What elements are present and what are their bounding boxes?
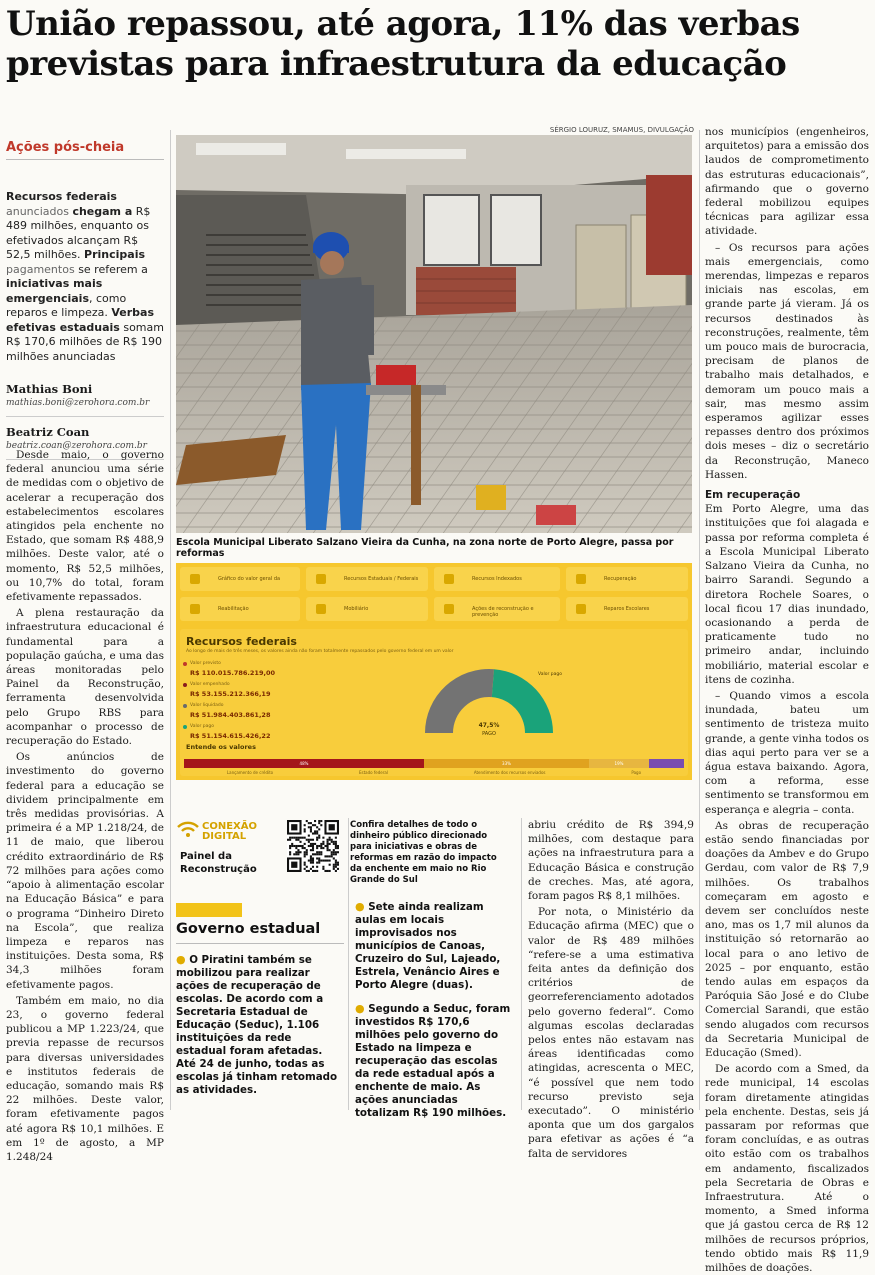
bullet-item: ● Segundo a Seduc, foram investidos R$ 170,6 milhões pelo governo do Estado na limpeza e recuperação das escolas da rede estadual após a enchente de maio. As ações anunciadas totalizam R$ 190 milhões. — [355, 1002, 511, 1119]
school-renovation-photo — [176, 135, 692, 533]
reconstruction-panel-screenshot — [176, 563, 692, 780]
card-title: Recursos federais — [186, 635, 297, 648]
section-kicker: Ações pós-cheia — [6, 134, 164, 160]
column-divider — [699, 130, 700, 1110]
tile-icon — [576, 604, 586, 614]
panel-tile[interactable]: Gráfico do valor geral da — [180, 567, 300, 591]
author-email[interactable]: mathias.boni@zerohora.com.br — [6, 398, 164, 417]
author-email[interactable]: beatriz.coan@zerohora.com.br — [6, 441, 164, 460]
tile-icon — [316, 604, 326, 614]
summary-text: Recursos federais anunciados chegam a R$ 489 milhões, enquanto os efetivados alcançam R$ 52,5 milhões. Principais pagamentos se referem a iniciativas mais emergenciais, como reparos e limpeza. Verbas efetivas estaduais somam R$ 170,6 milhões de R$ 190 milhões anunciadas — [6, 190, 164, 363]
paragraph: – Os recursos para ações mais emergenciais, como merendas, limpezas e reparos iniciais nas escolas, em grande parte já vieram. Já os recursos destinados às reconstruções, realmente, têm um pouco mais de burocracia, precisam de planos de trabalho mais detalhados, e demoram um pouco mais a sair, mas mesmo assim esperamos agilizar esses repasses dentro dos próximos dois meses – diz o secretário da Reconstrução, Maneco Hassen. — [705, 241, 869, 481]
tile-icon — [190, 604, 200, 614]
state-bullets-left — [176, 953, 344, 1110]
brand-label: CONEXÃO DIGITAL — [202, 821, 257, 842]
paragraph: nos municípios (engenheiros, arquitetos) para a emissão dos laudos de comprometimento das estruturas educacionais”, afirmando que o governo federal mobilizou equipes técnicas para agilizar essa atividade. — [705, 126, 869, 238]
tile-icon — [576, 574, 586, 584]
panel-title: Painel da Reconstrução — [180, 851, 257, 875]
article-column-1 — [6, 448, 165, 1163]
bar-segment: 48% — [184, 759, 424, 768]
paragraph: Os anúncios de investimento do governo federal para a educação se dividem principalmente em três medidas provisórias. A primeira é a MP 1.218/24, de 11 de maio, que liberou crédito extraordinário de R$ 72 milhões para ações como “apoio à alimentação escolar na Educação Básica” e para o programa “Dinheiro Direto na Escola”, que realiza limpeza e reparos nas instituições. Desta soma, R$ 34,3 milhões foram efetivamente pagos. — [6, 751, 164, 991]
column-divider — [170, 130, 171, 1110]
value-label: Valor liquidado — [190, 703, 224, 708]
qr-code-icon[interactable] — [287, 820, 339, 872]
tile-icon — [444, 574, 454, 584]
legend-dot — [183, 704, 187, 708]
paragraph: Em Porto Alegre, uma das instituições que foi alagada e passa por reforma completa é a Escola Municipal Liberato Salzano Vieira da Cunha, no bairro Sarandi. Segundo a diretora Rochele Soares, o local ficou 17 dias inundado, ocasionando a perda de praticamente tudo no primeiro andar, incluindo mobiliário, material escolar e itens de cozinha. — [705, 503, 869, 686]
payment-gauge — [414, 661, 564, 743]
tile-icon — [444, 604, 454, 614]
legend-item: Estado federal — [358, 770, 388, 775]
panel-tile[interactable]: Recursos Estaduais / Federais — [306, 567, 428, 591]
bullet-icon: ● — [355, 900, 365, 913]
legend-item: Lançamento de crédito — [226, 770, 274, 775]
bar-segment: 33% — [424, 759, 589, 768]
gauge-label: Valor pago — [538, 672, 562, 677]
value-label: Valor pago — [190, 724, 214, 729]
section-label: Entende os valores — [186, 743, 256, 751]
state-bullets-mid — [355, 900, 515, 1119]
card-subtitle: Ao longo de mais de três meses, os valores ainda não foram totalmente repassados pelo governo federal em um valor — [186, 649, 454, 654]
panel-tile[interactable]: Recursos Indexados — [434, 567, 560, 591]
paragraph: De acordo com a Smed, da rede municipal, 14 escolas foram diretamente atingidas pela enchente. Destas, seis já passaram por reformas que foram concluídas, e as outras oito estão com os trabalhos em andamento, fiscalizados pela Secretaria de Obras e Infraestrutura. Até o momento, a Smed informa que já gastou cerca de R$ 12 milhões de recursos próprios, tendo obtido mais R$ 11,9 milhões de doações. — [705, 1063, 869, 1275]
gauge-fill — [492, 669, 553, 733]
tile-icon — [190, 574, 200, 584]
federal-resources-card — [180, 629, 688, 776]
legend-dot — [183, 725, 187, 729]
panel-tile[interactable]: Reparos Escolares — [566, 597, 688, 621]
gauge-percent: 47,5% — [478, 722, 500, 729]
conexao-digital — [176, 818, 286, 878]
sidebar-summary — [6, 134, 164, 460]
bullet-item: ● O Piratini também se mobilizou para realizar ações de recuperação de escolas. De acordo com a Secretaria Estadual de Educação (Seduc), 1.106 instituições da rede estadual foram afetadas. Até 24 de junho, todas as escolas já tinham retomado as atividades. — [176, 953, 338, 1096]
value-label: Valor previsto — [190, 661, 221, 666]
value-amount: R$ 53.155.212.366,19 — [190, 690, 271, 698]
bullet-icon: ● — [355, 1002, 365, 1015]
column-divider — [348, 818, 349, 1110]
subhead: Em recuperação — [705, 489, 801, 502]
photo-credit: SÉRGIO LOURUZ, SMAMUS, DIVULGAÇÃO — [549, 126, 694, 134]
panel-tile[interactable]: Reabilitação — [180, 597, 300, 621]
stacked-bar — [184, 759, 684, 768]
paragraph: A plena restauração da infraestrutura educacional é fundamental para a população gaúcha, e uma das áreas monitoradas pelo Painel da Reconstrução, ferramenta desenvolvida pelo Grupo RBS para acompanhar o processo de recuperação do Estado. — [6, 607, 164, 748]
photo-caption: Escola Municipal Liberato Salzano Vieira da Cunha, na zona norte de Porto Alegre, passa por reformas — [176, 537, 674, 559]
article-column-right — [705, 125, 869, 1275]
qr-description: Confira detalhes de todo o dinheiro público direcionado para iniciativas e obras de reformas em razão do impacto da enchente em maio no Rio Grande do Sul — [350, 820, 497, 885]
bar-segment — [649, 759, 684, 768]
article-column-3 — [528, 818, 694, 1160]
paragraph: Também em maio, no dia 23, o governo federal publicou a MP 1.223/24, que previa repasse de recursos para diversas universidades e institutos federais de educação, somando mais R$ 22 milhões. Deste valor, foram efetivamente pagos até agora R$ 10,1 milhões. E em 1º de agosto, a MP 1.248/24 — [6, 994, 164, 1163]
bar-legend — [184, 770, 684, 775]
section-heading: Governo estadual — [176, 921, 344, 944]
paragraph: abriu crédito de R$ 394,9 milhões, com destaque para ações na infraestrutura para a Educação Básica e construção de creches. Mas, até agora, foram pagos R$ 8,1 milhões. — [528, 819, 694, 903]
bullet-icon: ● — [176, 953, 186, 966]
value-amount: R$ 51.984.403.861,28 — [190, 711, 271, 719]
panel-tile[interactable]: Recuperação — [566, 567, 688, 591]
paragraph: – Quando vimos a escola inundada, bateu um sentimento de tristeza muito grande, a gente vinha todos os dias aqui perto para ver se a água estava baixando. Agora, com a reforma, esse sentimento se transformou em esperança e alegria – conta. — [705, 689, 869, 816]
gauge-sub: PAGO — [482, 731, 496, 737]
bar-segment: 19% — [589, 759, 649, 768]
author-name: Beatriz Coan — [6, 425, 90, 439]
value-amount: R$ 110.015.786.219,00 — [190, 669, 275, 677]
paragraph: Desde maio, o governo federal anunciou uma série de medidas com o objetivo de acelerar a recuperação dos estabelecimentos escolares atingidos pela enchente no Estado, que somam R$ 488,9 milhões. Deste valor, até o momento, R$ 52,5 milhões, ou 10,7% do total, foram efetivamente repassados. — [6, 449, 165, 604]
legend-dot — [183, 683, 187, 687]
headline: União repassou, até agora, 11% das verbas previstas para infraestrutura da educação — [6, 4, 800, 84]
author-name: Mathias Boni — [6, 382, 93, 396]
tile-icon — [316, 574, 326, 584]
photo-illustration — [176, 135, 692, 533]
paragraph: Por nota, o Ministério da Educação afirma (MEC) que o valor de R$ 489 milhões “refere-se a uma estimativa feita antes da definição dos critérios de georreferenciamento adotados pelo governo federal”. Como algumas escolas declaradas pelos entes não estavam nas áreas identificadas como atingidas, acrescenta o MEC, “é possível que nem todo recurso previsto seja executado”. O ministério aponta que um dos gargalos para efetivar as ações é “a falta de servidores — [528, 906, 694, 1160]
bullet-item: ● Sete ainda realizam aulas em locais improvisados nos municípios de Canoas, Cruzeiro do Sul, Lajeado, Estrela, Venâncio Aires e Porto Alegre (duas). — [355, 900, 501, 991]
legend-item: Pago — [631, 770, 642, 775]
legend-dot — [183, 662, 187, 666]
section-tag — [176, 903, 242, 917]
panel-tile[interactable]: Mobiliário — [306, 597, 428, 621]
paragraph: As obras de recuperação estão sendo financiadas por doações da Ambev e do Grupo Gerdau, com valor de R$ 7,9 milhões. Os trabalhos começaram em agosto e devem ser concluídos neste ano, mas os 1,7 mil alunos da instituição só retornarão ao local para o ano letivo de 2025 – por enquanto, estão tendo aulas em espaços da Paróquia São José e do Clube Comercial Sarandi, que estão sendo alugados com recursos da Secretaria Municipal de Educação (Smed). — [705, 819, 869, 1059]
column-divider — [521, 818, 522, 1110]
wifi-icon — [176, 820, 200, 838]
legend-item: Atendimento dos recursos enviados — [473, 770, 546, 775]
value-label: Valor empenhado — [190, 682, 230, 687]
panel-tile[interactable]: Ações de reconstrução e prevenção — [434, 597, 560, 621]
value-amount: R$ 51.154.615.426,22 — [190, 732, 271, 740]
